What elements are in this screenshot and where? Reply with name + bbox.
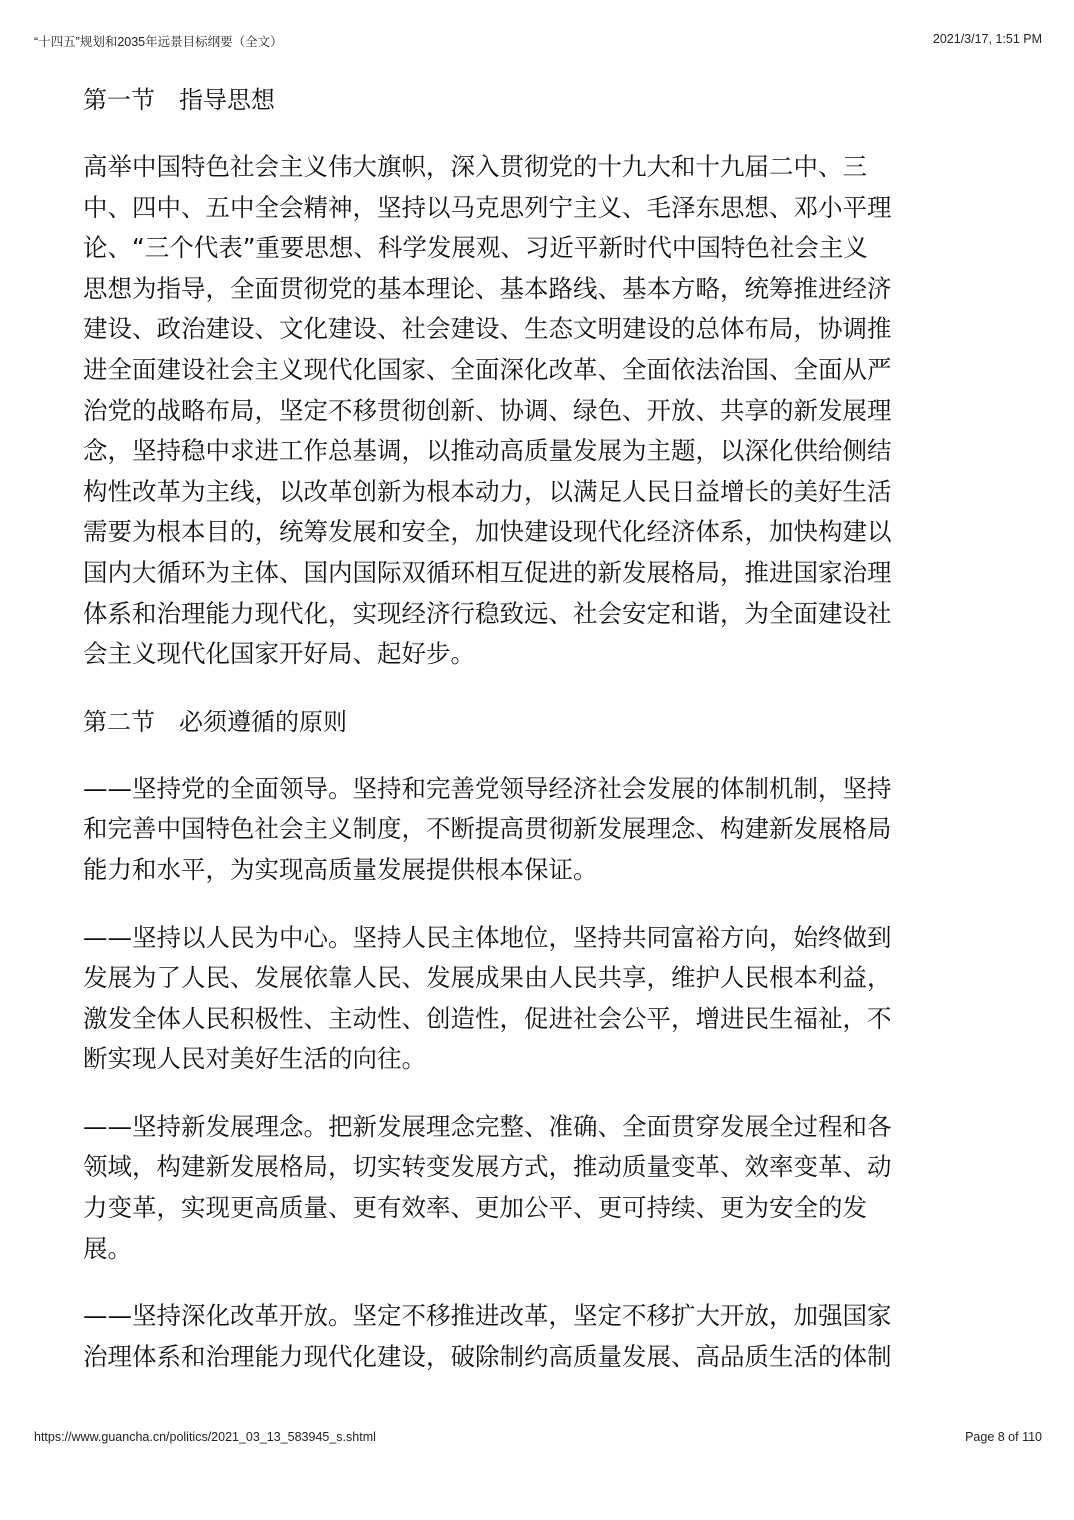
paragraph-line: 展。 <box>83 1233 132 1263</box>
section-heading: 第二节 必须遵循的原则 <box>83 707 347 736</box>
paragraph-line: ——坚持新发展理念。把新发展理念完整、准确、全面贯穿发展全过程和各 <box>83 1111 892 1141</box>
paragraph-line: 和完善中国特色社会主义制度，不断提高贯彻新发展理念、构建新发展格局 <box>83 814 892 844</box>
paragraph-line: 思想为指导，全面贯彻党的基本理论、基本路线、基本方略，统筹推进经济 <box>83 273 892 303</box>
paragraph-line: 激发全体人民积极性、主动性、创造性，促进社会公平，增进民生福祉，不 <box>83 1003 892 1033</box>
paragraph <box>83 1107 1043 1269</box>
section-heading: 第一节 指导思想 <box>83 86 275 114</box>
page-header-title: “十四五”规划和2035年远景目标纲要（全文） <box>34 35 283 49</box>
paragraph-line: 建设、政治建设、文化建设、社会建设、生态文明建设的总体布局，协调推 <box>83 314 892 344</box>
paragraph-line: 治理体系和治理能力现代化建设，破除制约高质量发展、高品质生活的体制 <box>83 1341 892 1371</box>
paragraph-line: 需要为根本目的，统筹发展和安全，加快建设现代化经济体系，加快构建以 <box>83 517 892 547</box>
paragraph-line: 治党的战略布局，坚定不移贯彻创新、协调、绿色、开放、共享的新发展理 <box>83 395 892 425</box>
paragraph-line: 发展为了人民、发展依靠人民、发展成果由人民共享，维护人民根本利益， <box>83 963 892 993</box>
paragraph-line: 进全面建设社会主义现代化国家、全面深化改革、全面依法治国、全面从严 <box>83 354 892 384</box>
page-footer-page-number: Page 8 of 110 <box>965 1430 1042 1444</box>
paragraph <box>83 918 1043 1080</box>
paragraph-line: 力变革，实现更高质量、更有效率、更加公平、更可持续、更为安全的发 <box>83 1193 867 1223</box>
document-body <box>83 80 1043 1404</box>
paragraph-line: 念，坚持稳中求进工作总基调，以推动高质量发展为主题，以深化供给侧结 <box>83 436 892 466</box>
paragraph-line: 中、四中、五中全会精神，坚持以马克思列宁主义、毛泽东思想、邓小平理 <box>83 192 892 222</box>
paragraph-line: 构性改革为主线，以改革创新为根本动力，以满足人民日益增长的美好生活 <box>83 476 892 506</box>
paragraph-line: 会主义现代化国家开好局、起好步。 <box>83 639 475 669</box>
paragraph-line: ——坚持深化改革开放。坚定不移推进改革，坚定不移扩大开放，加强国家 <box>83 1301 892 1331</box>
paragraph <box>83 769 1043 891</box>
paragraph-line: 国内大循环为主体、国内国际双循环相互促进的新发展格局，推进国家治理 <box>83 557 892 587</box>
paragraph <box>83 147 1043 675</box>
paragraph <box>83 1296 1043 1377</box>
page-header-datetime: 2021/3/17, 1:51 PM <box>932 32 1042 46</box>
paragraph-line: 论、“三个代表”重要思想、科学发展观、习近平新时代中国特色社会主义 <box>83 233 868 263</box>
paragraph-line: 领域，构建新发展格局，切实转变发展方式，推动质量变革、效率变革、动 <box>83 1152 892 1182</box>
paragraph-line: 体系和治理能力现代化，实现经济行稳致远、社会安定和谐，为全面建设社 <box>83 598 892 628</box>
page-footer-url: https://www.guancha.cn/politics/2021_03_13_583945_s.shtml <box>34 1430 376 1444</box>
paragraph-line: 高举中国特色社会主义伟大旗帜，深入贯彻党的十九大和十九届二中、三 <box>83 152 867 181</box>
paragraph-line: 能力和水平，为实现高质量发展提供根本保证。 <box>83 854 598 884</box>
paragraph-line: 断实现人民对美好生活的向往。 <box>83 1044 426 1074</box>
paragraph-line: ——坚持以人民为中心。坚持人民主体地位，坚持共同富裕方向，始终做到 <box>83 922 892 952</box>
paragraph-line: ——坚持党的全面领导。坚持和完善党领导经济社会发展的体制机制，坚持 <box>83 773 892 803</box>
